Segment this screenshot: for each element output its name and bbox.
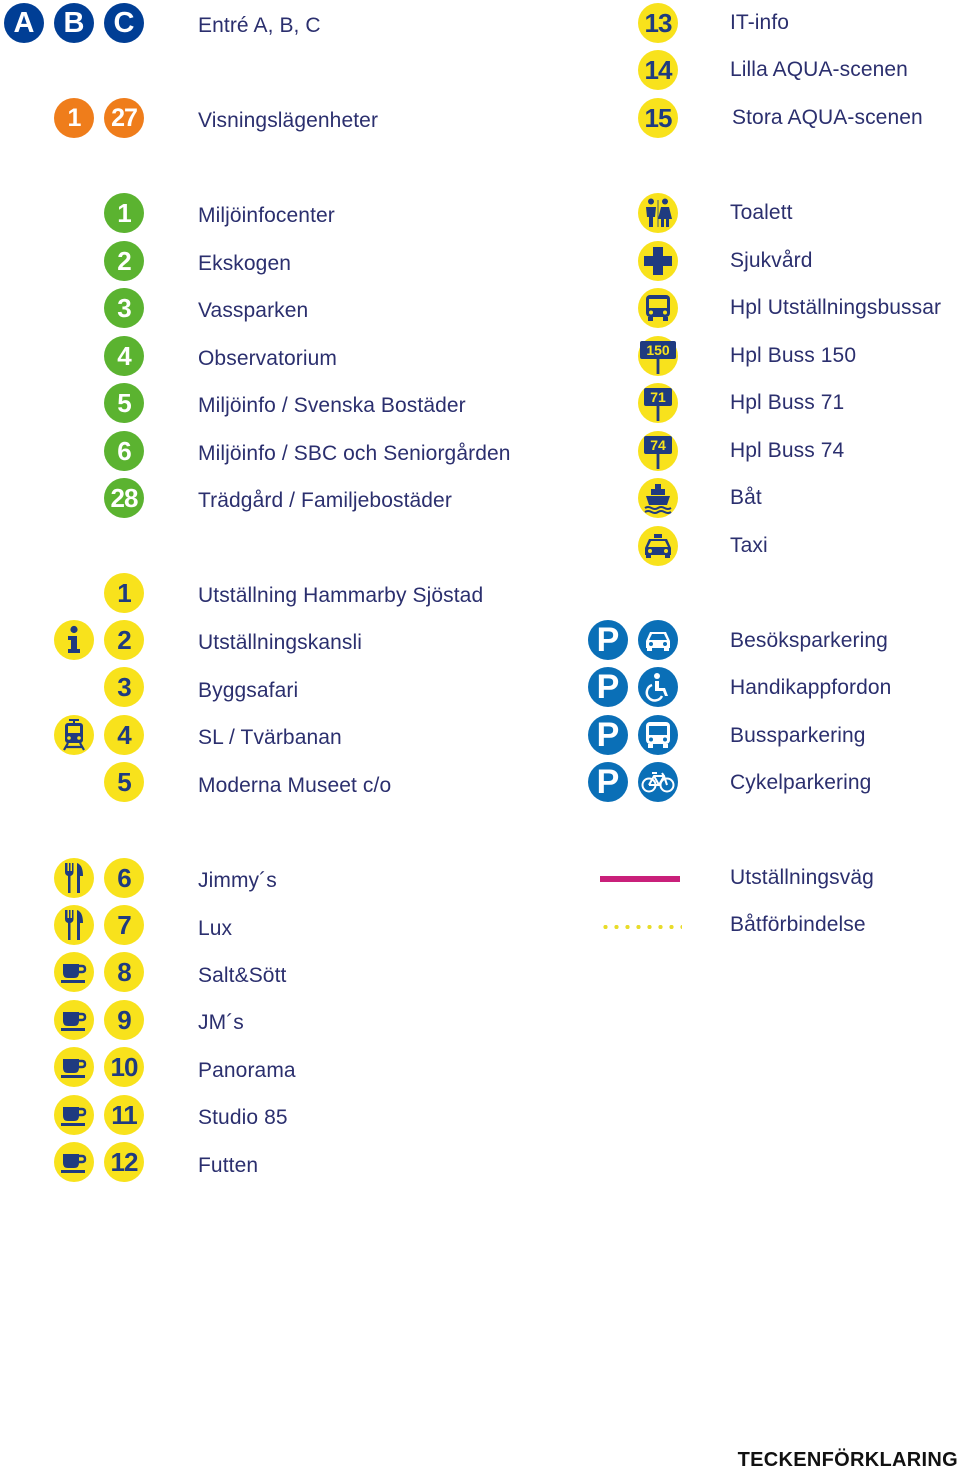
number-badge: 13 — [638, 3, 678, 43]
legend-label: Bussparkering — [730, 724, 866, 747]
legend-label: Stora AQUA-scenen — [732, 106, 923, 129]
toilet-icon — [638, 193, 678, 233]
legend-label: Futten — [198, 1154, 259, 1177]
viewing-label: Visningslägenheter — [198, 109, 379, 132]
parking-p-badge: P — [588, 667, 628, 707]
legend-label: Hpl Utställningsbussar — [730, 296, 942, 319]
number-badge: 1 — [104, 193, 144, 233]
legend-label: JM´s — [198, 1011, 244, 1034]
coffee-cup-icon — [54, 1047, 94, 1087]
number-badge: 6 — [104, 858, 144, 898]
cutlery-icon — [54, 905, 94, 945]
coffee-cup-icon — [54, 1142, 94, 1182]
legend-label: Båtförbindelse — [730, 913, 866, 936]
legend-label: Sjukvård — [730, 249, 813, 272]
parking-p-badge: P — [588, 715, 628, 755]
coffee-cup-icon — [54, 1095, 94, 1135]
bus-icon — [638, 288, 678, 328]
legend-label: Hpl Buss 150 — [730, 344, 857, 367]
first-aid-cross-icon — [638, 241, 678, 281]
parking-p-badge: P — [588, 620, 628, 660]
legend-label: SL / Tvärbanan — [198, 726, 342, 749]
number-badge: 11 — [104, 1095, 144, 1135]
boat-icon — [638, 478, 678, 518]
number-badge: 10 — [104, 1047, 144, 1087]
wheelchair-icon — [638, 667, 678, 707]
legend-label: Hpl Buss 74 — [730, 439, 845, 462]
number-badge: 9 — [104, 1000, 144, 1040]
entrance-c-badge: C — [104, 3, 144, 43]
number-badge: 6 — [104, 431, 144, 471]
legend-label: Cykelparkering — [730, 771, 872, 794]
boat-route-dotted-line — [600, 925, 682, 929]
number-badge: 5 — [104, 383, 144, 423]
tram-icon — [54, 715, 94, 755]
number-badge: 14 — [638, 50, 678, 90]
bicycle-icon — [638, 762, 678, 802]
info-icon — [54, 620, 94, 660]
entrance-b-badge: B — [54, 3, 94, 43]
legend-label: Jimmy´s — [198, 869, 277, 892]
legend-label: Utställningsväg — [730, 866, 874, 889]
legend-label: Observatorium — [198, 347, 338, 370]
entrance-label: Entré A, B, C — [198, 14, 321, 37]
legend-label: Miljöinfo / Svenska Bostäder — [198, 394, 466, 417]
bus-stop-sign-icon — [638, 431, 678, 471]
legend-label: Ekskogen — [198, 252, 292, 275]
legend-label: IT-info — [730, 11, 790, 34]
number-badge: 5 — [104, 762, 144, 802]
viewing-badge-27: 27 — [104, 98, 144, 138]
legend-label: Vassparken — [198, 299, 309, 322]
legend-label: Hpl Buss 71 — [730, 391, 845, 414]
coffee-cup-icon — [54, 952, 94, 992]
legend-label: Besöksparkering — [730, 629, 888, 652]
entrance-a-badge: A — [4, 3, 44, 43]
legend-label: Trädgård / Familjebostäder — [198, 489, 452, 512]
legend-label: Toalett — [730, 201, 793, 224]
number-badge: 4 — [104, 336, 144, 376]
legend-label: Panorama — [198, 1059, 296, 1082]
legend-label: Miljöinfo / SBC och Seniorgården — [198, 442, 511, 465]
car-icon — [638, 620, 678, 660]
number-badge: 2 — [104, 241, 144, 281]
legend-label: Taxi — [730, 534, 768, 557]
legend-label: Salt&Sött — [198, 964, 287, 987]
svg-text:150: 150 — [646, 342, 670, 358]
taxi-icon — [638, 526, 678, 566]
bus-stop-sign-icon — [638, 383, 678, 423]
viewing-badge-1: 1 — [54, 98, 94, 138]
coffee-cup-icon — [54, 1000, 94, 1040]
bus-stop-sign-icon — [638, 336, 678, 376]
legend-label: Båt — [730, 486, 762, 509]
legend-title: TECKENFÖRKLARING — [737, 1449, 958, 1471]
number-badge: 7 — [104, 905, 144, 945]
legend-label: Byggsafari — [198, 679, 299, 702]
legend-label: Miljöinfocenter — [198, 204, 335, 227]
number-badge: 3 — [104, 667, 144, 707]
legend-label: Lilla AQUA-scenen — [730, 58, 908, 81]
bus-icon — [638, 715, 678, 755]
legend-label: Utställningskansli — [198, 631, 363, 654]
number-badge: 3 — [104, 288, 144, 328]
legend-label: Lux — [198, 917, 233, 940]
cutlery-icon — [54, 858, 94, 898]
legend-label: Utställning Hammarby Sjöstad — [198, 584, 484, 607]
exhibition-route-line — [600, 876, 680, 882]
svg-text:74: 74 — [650, 437, 666, 453]
number-badge: 15 — [638, 98, 678, 138]
number-badge: 12 — [104, 1142, 144, 1182]
number-badge: 1 — [104, 573, 144, 613]
number-badge: 8 — [104, 952, 144, 992]
parking-p-badge: P — [588, 762, 628, 802]
number-badge: 2 — [104, 620, 144, 660]
number-badge: 4 — [104, 715, 144, 755]
legend-label: Handikappfordon — [730, 676, 892, 699]
legend-label: Studio 85 — [198, 1106, 288, 1129]
number-badge: 28 — [104, 478, 144, 518]
legend-label: Moderna Museet c/o — [198, 774, 392, 797]
svg-text:71: 71 — [650, 389, 666, 405]
